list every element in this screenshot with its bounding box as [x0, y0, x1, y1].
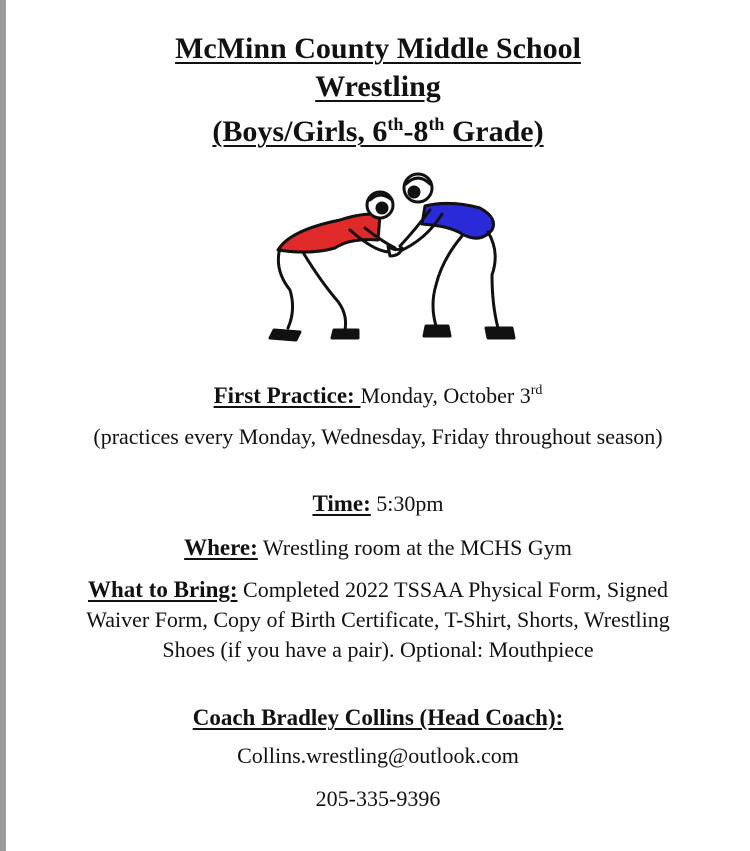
practice-time	[66, 489, 690, 519]
school-title: McMinn County Middle School	[175, 32, 581, 65]
grade-title	[6, 113, 750, 151]
time-label: Time:	[312, 491, 371, 516]
grade-title-start: (Boys/Girls, 6	[212, 115, 388, 148]
first-practice	[66, 381, 690, 411]
sport-title: Wrestling	[315, 70, 441, 103]
grade-title-middle: -8	[403, 115, 429, 148]
first-practice-label: First Practice:	[213, 383, 361, 408]
coach-phone[interactable]: 205-335-9396	[315, 786, 441, 811]
flyer	[6, 0, 750, 851]
grade-title-end: Grade)	[444, 115, 544, 148]
practice-location	[66, 533, 690, 563]
where-value: Wrestling room at the MCHS Gym	[257, 535, 572, 560]
first-practice-date: Monday, October 3	[360, 383, 531, 408]
where-label: Where:	[184, 535, 258, 560]
wrestlers-illustration	[230, 160, 540, 350]
coach-email[interactable]: Collins.wrestling@outlook.com	[237, 743, 519, 768]
bring-value: Completed 2022 TSSAA Physical Form, Signed Waiver Form, Copy of Birth Certificate, T-Shirt, Shorts, Wrestling Shoes (if you have a pair). Optional: Mouthpiece	[86, 577, 670, 662]
grade-sup-2: th	[428, 114, 445, 134]
grade-sup-1: th	[387, 114, 404, 134]
practice-schedule-note: (practices every Monday, Wednesday, Friday throughout season)	[93, 424, 663, 449]
what-to-bring	[86, 575, 670, 665]
first-practice-date-suffix: rd	[530, 383, 543, 398]
time-value: 5:30pm	[370, 491, 444, 516]
coach-heading: Coach Bradley Collins (Head Coach):	[192, 705, 564, 730]
bring-label: What to Bring:	[88, 577, 238, 602]
